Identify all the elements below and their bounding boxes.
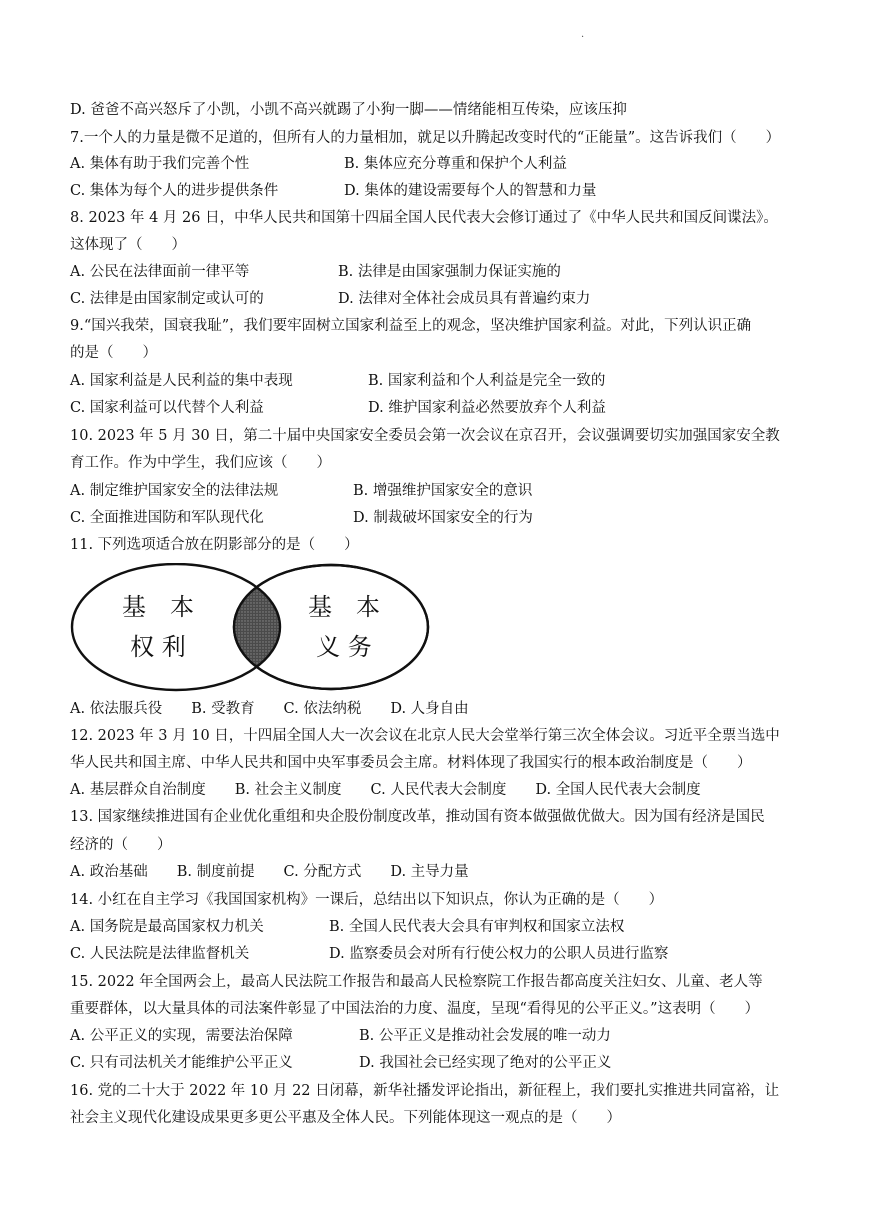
option-text: B. 全国人民代表大会具有审判权和国家立法权: [329, 919, 625, 935]
option-text: B. 公平正义是推动社会发展的唯一动力: [359, 1028, 611, 1044]
text-line: A. 制定维护国家安全的法律法规: [70, 483, 279, 499]
text-line: 12. 2023 年 3 月 10 日，十四届全国人大一次会议在北京人民大会堂举行第三次全体会议。习近平全票当选中: [70, 728, 780, 744]
option-text: B. 法律是由国家强制力保证实施的: [338, 264, 561, 280]
text-line: C. 法律是由国家制定或认可的: [70, 291, 264, 307]
header-mark: ·: [581, 32, 585, 43]
text-line: 14. 小红在自主学习《我国国家机构》一课后，总结出以下知识点，你认为正确的是（ ）: [70, 892, 664, 908]
text-line: A. 国家利益是人民利益的集中表现: [70, 373, 293, 389]
text-line: 7.一个人的力量是微不足道的，但所有人的力量相加，就足以升腾起改变时代的“正能量”。这告诉我们（ ）: [70, 130, 781, 146]
venn-diagram: [70, 563, 430, 693]
text-line: C. 集体为每个人的进步提供条件: [70, 183, 279, 199]
text-line: 育工作。作为中学生，我们应该（ ）: [70, 455, 331, 471]
option-text: B. 增强维护国家安全的意识: [353, 483, 533, 499]
option-text: D. 我国社会已经实现了绝对的公平正义: [359, 1055, 612, 1071]
text-line: 13. 国家继续推进国有企业优化重组和央企股份制度改革，推动国有资本做强做优做大。因为国有经济是国民: [70, 809, 765, 825]
text-line: A. 公民在法律面前一律平等: [70, 264, 250, 280]
option-text: D. 监察委员会对所有行使公权力的公职人员进行监察: [329, 946, 669, 962]
text-line: 重要群体，以大量具体的司法案件彰显了中国法治的力度、温度，呈现“看得见的公平正义。”这表明（ ）: [70, 1001, 760, 1017]
text-line: 16. 党的二十大于 2022 年 10 月 22 日闭幕，新华社播发评论指出，新征程上，我们要扎实推进共同富裕，让: [70, 1083, 780, 1099]
text-line: 社会主义现代化建设成果更多更公平惠及全体人民。下列能体现这一观点的是（ ）: [70, 1110, 621, 1126]
venn-left-top: 基 本: [122, 593, 194, 621]
option-text: D. 维护国家利益必然要放弃个人利益: [368, 400, 606, 416]
option-text: B. 国家利益和个人利益是完全一致的: [368, 373, 606, 389]
option-text: D. 集体的建设需要每个人的智慧和力量: [344, 183, 597, 199]
text-line: C. 只有司法机关才能维护公平正义: [70, 1055, 293, 1071]
text-line: 华人民共和国主席、中华人民共和国中央军事委员会主席。材料体现了我国实行的根本政治制度是（ ）: [70, 755, 752, 771]
text-line: C. 国家利益可以代替个人利益: [70, 400, 264, 416]
option-text: B. 集体应充分尊重和保护个人利益: [344, 156, 567, 172]
text-line: A. 国务院是最高国家权力机关: [70, 919, 264, 935]
text-line: 10. 2023 年 5 月 30 日，第二十届中央国家安全委员会第一次会议在京召开，会议强调要切实加强国家安全教: [70, 428, 780, 444]
venn-right-top: 基 本: [308, 593, 380, 621]
text-line: A. 基层群众自治制度 B. 社会主义制度 C. 人民代表大会制度 D. 全国人民代表大会制度: [70, 782, 701, 798]
text-line: 15. 2022 年全国两会上，最高人民法院工作报告和最高人民检察院工作报告都高度关注妇女、儿童、老人等: [70, 974, 763, 990]
option-text: D. 法律对全体社会成员具有普遍约束力: [338, 291, 591, 307]
text-line: 11. 下列选项适合放在阴影部分的是（ ）: [70, 537, 359, 553]
text-line: 8. 2023 年 4 月 26 日，中华人民共和国第十四届全国人民代表大会修订通过了《中华人民共和国反间谍法》。: [70, 210, 778, 226]
text-line: C. 人民法院是法律监督机关: [70, 946, 250, 962]
text-line: A. 集体有助于我们完善个性: [70, 156, 250, 172]
venn-left-bottom: 权 利: [130, 633, 186, 661]
text-line: 的是（ ）: [70, 345, 157, 361]
text-line: 这体现了（ ）: [70, 237, 186, 253]
text-line: A. 依法服兵役 B. 受教育 C. 依法纳税 D. 人身自由: [70, 701, 469, 717]
option-text: D. 制裁破坏国家安全的行为: [353, 510, 533, 526]
text-line: C. 全面推进国防和军队现代化: [70, 510, 264, 526]
venn-right-bottom: 义 务: [316, 633, 372, 661]
text-line: 9.“国兴我荣，国衰我耻”，我们要牢固树立国家利益至上的观念，坚决维护国家利益。对此，下列认识正确: [70, 318, 752, 334]
text-line: 经济的（ ）: [70, 837, 172, 853]
text-line: D. 爸爸不高兴怒斥了小凯，小凯不高兴就踢了小狗一脚——情绪能相互传染，应该压抑: [70, 102, 627, 118]
text-line: A. 公平正义的实现，需要法治保障: [70, 1028, 293, 1044]
text-line: A. 政治基础 B. 制度前提 C. 分配方式 D. 主导力量: [70, 864, 469, 880]
